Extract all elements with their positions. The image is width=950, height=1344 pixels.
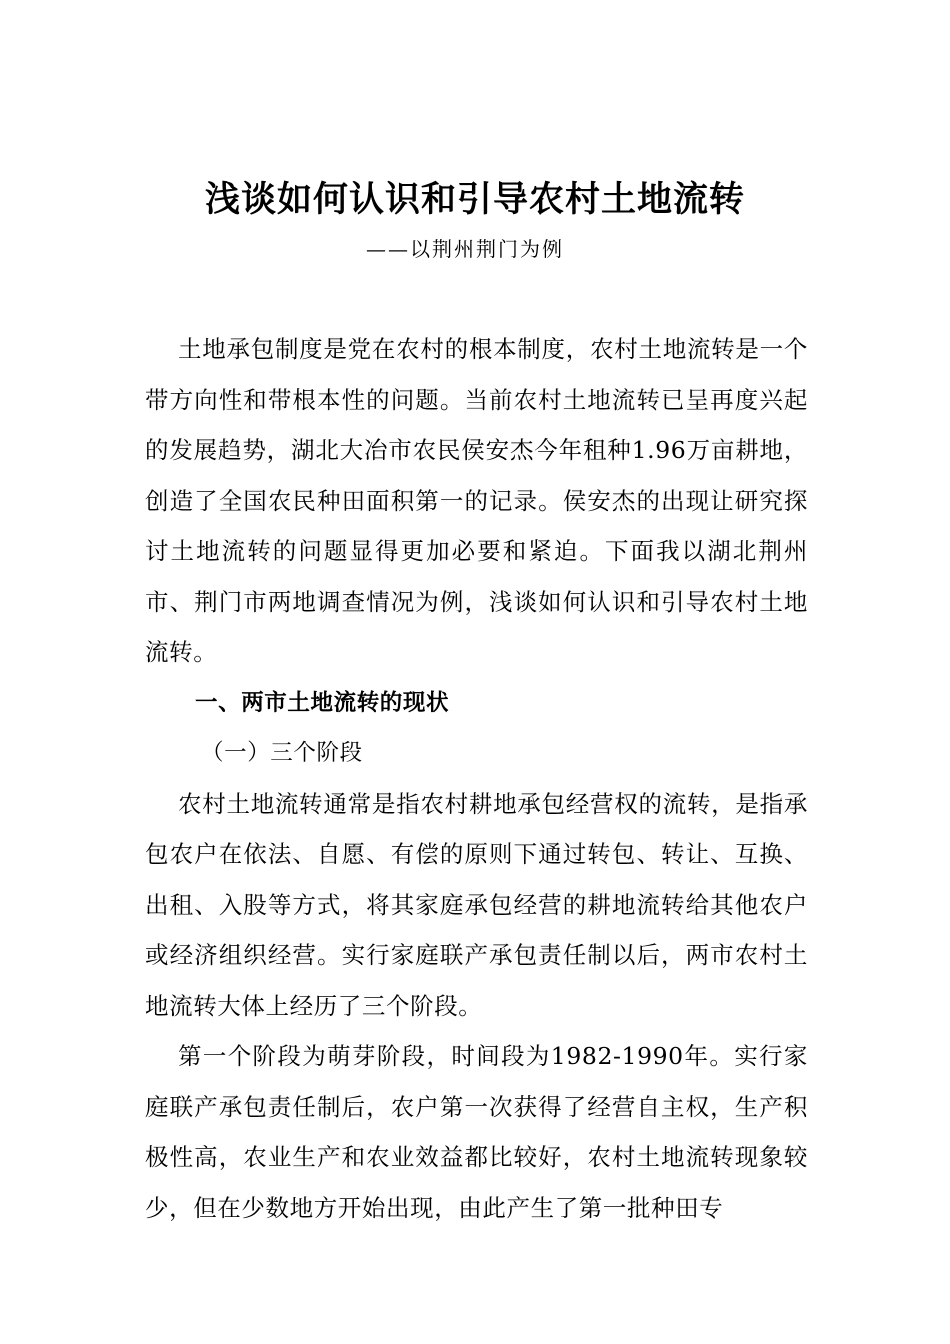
section-heading: 一、两市土地流转的现状 [195,689,450,716]
document-subtitle: ——以荆州荆门为例 [366,237,564,261]
paragraph-intro: 土地承包制度是党在农村的根本制度，农村土地流转是一个带方向性和带根本性的问题。当前农村土地流转已呈再度兴起的发展趋势，湖北大冶市农民侯安杰今年租种1.96万亩耕地，创造了全国农民种田面积第一的记录。侯安杰的出现让研究探讨土地流转的问题显得更加必要和紧迫。下面我以湖北荆州市、荆门市两地调查情况为例，浅谈如何认识和引导农村土地流转。 [145,335,808,666]
subsection-heading: （一）三个阶段 [201,740,363,766]
paragraph-definition: 农村土地流转通常是指农村耕地承包经营权的流转，是指承包农户在依法、自愿、有偿的原则下通过转包、转让、互换、出租、入股等方式，将其家庭承包经营的耕地流转给其他农户或经济组织经营。实行家庭联产承包责任制以后，两市农村土地流转大体上经历了三个阶段。 [145,789,808,1020]
document-body [145,324,808,1233]
document-title: 浅谈如何认识和引导农村土地流转 [204,180,745,220]
paragraph-stage-one: 第一个阶段为萌芽阶段，时间段为1982-1990年。实行家庭联产承包责任制后，农户第一次获得了经营自主权，生产积极性高，农业生产和农业效益都比较好，农村土地流转现象较少，但在少数地方开始出现，由此产生了第一批种田专 [145,1042,808,1222]
